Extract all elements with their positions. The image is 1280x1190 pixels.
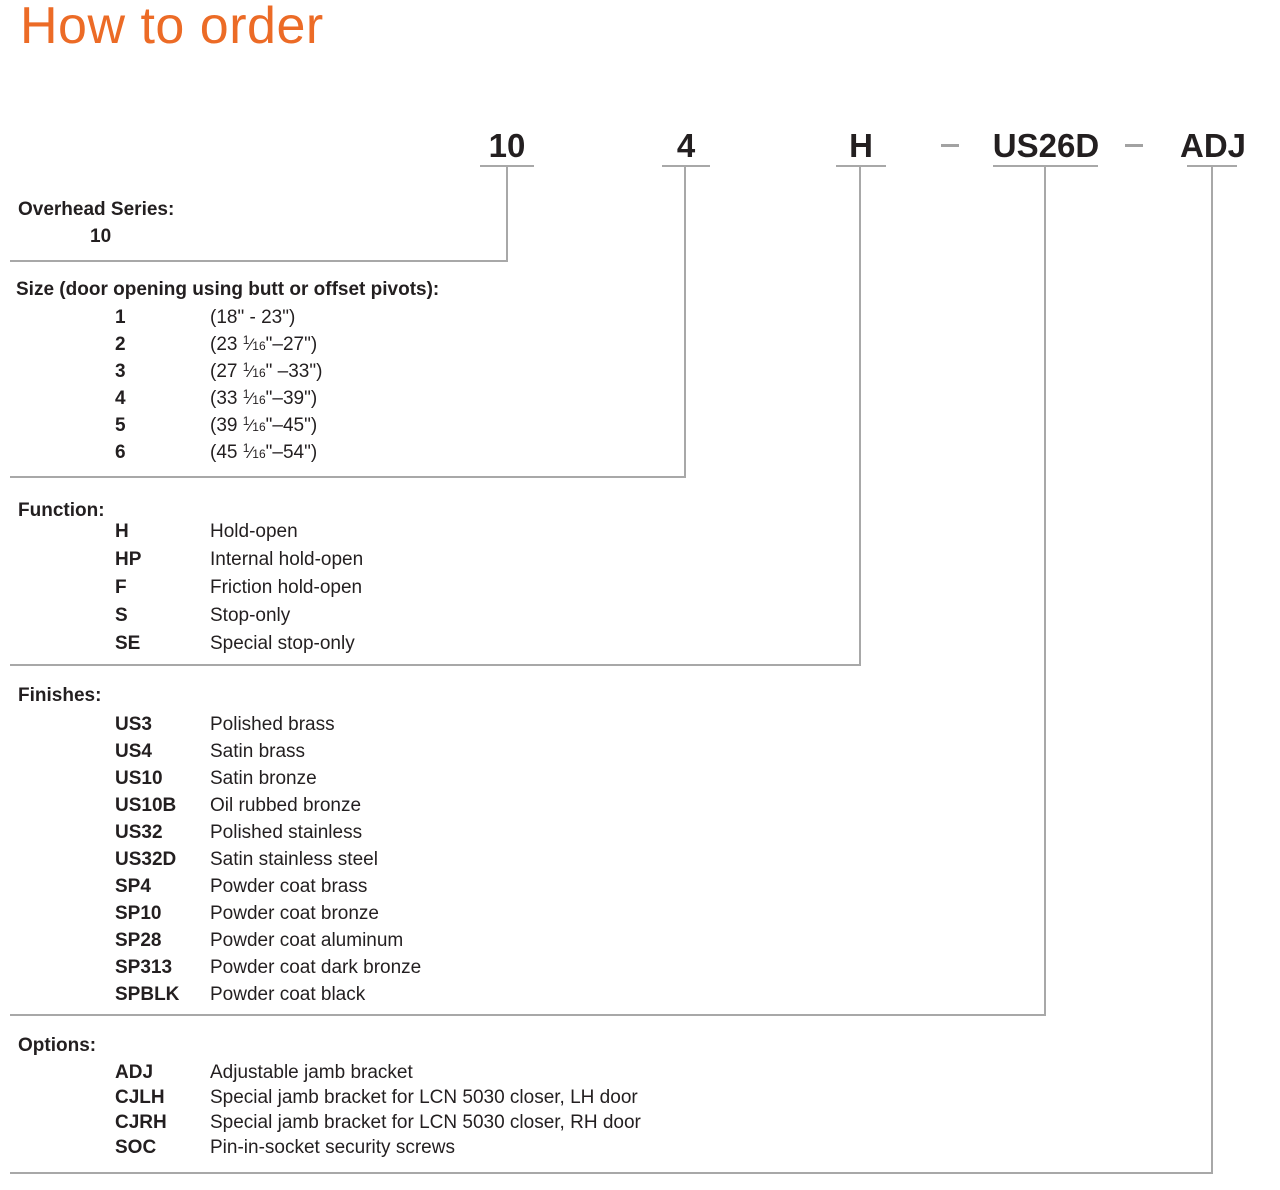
spec-row [115,1060,641,1085]
spec-description: Powder coat black [210,984,366,1005]
fraction: $^1$⁄16 [242,414,266,435]
spec-row [115,602,363,630]
spec-code: ADJ [115,1062,154,1083]
spec-code: H [115,521,129,542]
spec-code: US32D [115,849,177,870]
spec-row [115,981,421,1008]
spec-description: Powder coat bronze [210,903,379,924]
spec-row [115,518,363,546]
spec-description: Hold-open [210,521,298,542]
section-rows-size [115,304,322,466]
order-code-series: 10 [488,127,526,164]
section-heading-size: Size (door opening using butt or offset pivots): [16,279,440,300]
fraction: $^1$⁄16 [242,360,266,381]
fraction: $^1$⁄16 [242,387,266,408]
spec-description: Powder coat aluminum [210,930,404,951]
page-title: How to order [20,0,324,55]
spec-description: Oil rubbed bronze [210,795,362,816]
spec-code: S [115,605,128,626]
spec-row [115,765,421,792]
order-code-finish: US26D [992,127,1100,164]
connector-vertical-series [506,167,508,262]
spec-description: (45 $^1$⁄16"–54") [210,442,317,463]
section-rows-options [115,1060,641,1160]
connector-vertical-size [684,167,686,478]
spec-description: Satin bronze [210,768,317,789]
spec-code: US3 [115,714,152,735]
spec-code: 10 [90,226,112,247]
underline-size [662,165,710,167]
spec-row [115,792,421,819]
spec-code: SP10 [115,903,162,924]
spec-row [115,412,322,439]
spec-row [115,711,421,738]
spec-description: (18" - 23") [210,307,296,328]
spec-row [115,846,421,873]
spec-description: Pin-in-socket security screws [210,1137,455,1158]
spec-code: 5 [115,415,126,436]
spec-code: SP313 [115,957,173,978]
spec-description: (23 $^1$⁄16"–27") [210,334,317,355]
spec-row [90,224,185,249]
spec-code: SPBLK [115,984,180,1005]
section-heading-finishes: Finishes: [18,685,102,706]
spec-row [115,1110,641,1135]
fraction: $^1$⁄16 [242,441,266,462]
spec-code: US4 [115,741,152,762]
spec-row [115,385,322,412]
spec-row [115,574,363,602]
spec-description: Stop-only [210,605,291,626]
spec-description: Friction hold-open [210,577,363,598]
section-rows-finishes [115,711,421,1008]
spec-description: Satin brass [210,741,306,762]
connector-horizontal-finish [10,1014,1046,1016]
underline-function [836,165,886,167]
order-code-function: H [849,127,873,164]
spec-code: 1 [115,307,126,328]
spec-row [115,927,421,954]
spec-code: SE [115,633,141,654]
spec-row [115,819,421,846]
spec-description: (27 $^1$⁄16" –33") [210,361,322,382]
spec-row [115,900,421,927]
spec-code: 4 [115,388,126,409]
spec-description: Special jamb bracket for LCN 5030 closer, RH door [210,1112,641,1133]
spec-row [115,1135,641,1160]
section-heading-overhead-series: Overhead Series: [18,199,175,220]
spec-code: US32 [115,822,163,843]
spec-code: CJRH [115,1112,167,1133]
spec-row [115,439,322,466]
spec-description: Internal hold-open [210,549,364,570]
spec-code: SOC [115,1137,157,1158]
spec-row [115,546,363,574]
spec-code: 2 [115,334,126,355]
spec-code: US10B [115,795,177,816]
spec-row [115,873,421,900]
spec-description: Adjustable jamb bracket [210,1062,413,1083]
spec-description: Powder coat dark bronze [210,957,422,978]
spec-row [115,358,322,385]
spec-code: SP4 [115,876,151,897]
order-code-size: 4 [676,127,696,164]
spec-code: 6 [115,442,126,463]
connector-vertical-function [859,167,861,666]
spec-description: Satin stainless steel [210,849,378,870]
spec-code: HP [115,549,142,570]
spec-row [115,1085,641,1110]
spec-description: Powder coat brass [210,876,368,897]
spec-code: CJLH [115,1087,165,1108]
connector-vertical-finish [1044,167,1046,1016]
spec-description: Polished brass [210,714,335,735]
connector-vertical-option [1211,167,1213,1174]
order-code-option: ADJ [1179,127,1247,164]
section-heading-function: Function: [18,500,105,521]
spec-row [115,738,421,765]
connector-horizontal-option [10,1172,1213,1174]
spec-description: Polished stainless [210,822,363,843]
connector-horizontal-size [10,476,686,478]
spec-description: Special jamb bracket for LCN 5030 closer, LH door [210,1087,638,1108]
order-code-separator-dash [1125,144,1143,147]
spec-code: F [115,577,127,598]
section-rows-overhead-series [90,224,185,249]
connector-horizontal-series [10,260,508,262]
spec-code: US10 [115,768,163,789]
spec-row [115,304,322,331]
spec-description: (33 $^1$⁄16"–39") [210,388,317,409]
spec-row [115,954,421,981]
fraction: $^1$⁄16 [242,333,266,354]
spec-description: Special stop-only [210,633,355,654]
order-code-separator-dash [941,144,959,147]
spec-row [115,331,322,358]
connector-horizontal-function [10,664,861,666]
spec-code: 3 [115,361,126,382]
section-rows-function [115,518,363,658]
section-heading-options: Options: [18,1035,97,1056]
spec-code: SP28 [115,930,162,951]
spec-row [115,630,363,658]
spec-description: (39 $^1$⁄16"–45") [210,415,317,436]
